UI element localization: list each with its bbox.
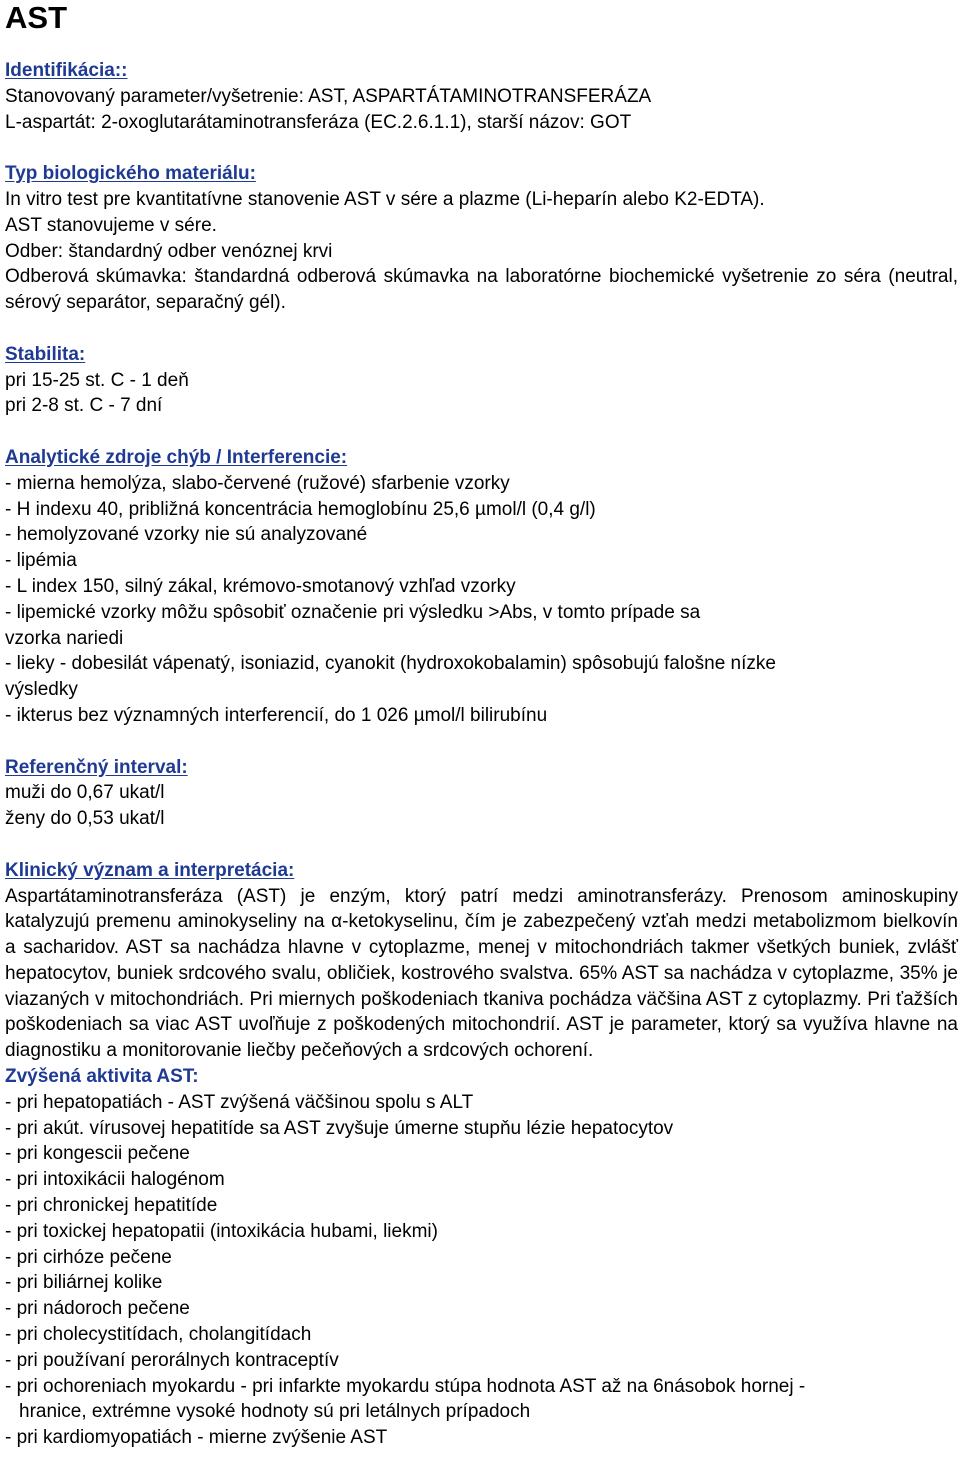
interference-item: - ikterus bez významných interferencií, do 1 026 µmol/l bilirubínu bbox=[5, 704, 548, 726]
spacer bbox=[5, 729, 958, 755]
section-clinical bbox=[5, 858, 958, 1064]
material-heading: Typ biologického materiálu: bbox=[5, 163, 256, 185]
elevated-heading: Zvýšená aktivita AST: bbox=[5, 1066, 199, 1088]
section-elevated bbox=[5, 1064, 958, 1451]
tube-paragraph: Odberová skúmavka: štandardná odberová skúmavka na laboratórne biochemické vyšetrenie zo séra (neutral, sérový separátor, separačný gél). bbox=[5, 266, 958, 314]
elevated-item: - pri toxickej hepatopatii (intoxikácia hubami, liekmi) bbox=[5, 1220, 438, 1242]
section-stability bbox=[5, 342, 958, 419]
interference-item: vzorka nariedi bbox=[5, 627, 124, 649]
reference-line: muži do 0,67 ukat/l bbox=[5, 782, 165, 804]
stability-line: pri 15-25 st. C - 1 deň bbox=[5, 369, 189, 391]
spacer bbox=[5, 135, 958, 161]
stability-heading: Stabilita: bbox=[5, 343, 86, 365]
interference-item: - mierna hemolýza, slabo-červené (ružové) sfarbenie vzorky bbox=[5, 472, 510, 494]
elevated-item: hranice, extrémne vysoké hodnoty sú pri letálnych prípadoch bbox=[19, 1401, 531, 1423]
elevated-item: - pri intoxikácii halogénom bbox=[5, 1169, 225, 1191]
section-reference bbox=[5, 755, 958, 832]
page-title: AST bbox=[5, 0, 67, 35]
stability-line: pri 2-8 st. C - 7 dní bbox=[5, 395, 163, 417]
interference-item: - hemolyzované vzorky nie sú analyzované bbox=[5, 524, 368, 546]
spacer bbox=[5, 316, 958, 342]
elevated-item: - pri nádoroch pečene bbox=[5, 1298, 190, 1320]
identification-line: L-aspartát: 2-oxoglutarátaminotransferáza (EC.2.6.1.1), starší názov: GOT bbox=[5, 111, 632, 133]
material-line: In vitro test pre kvantitatívne stanovenie AST v sére a plazme (Li-heparín alebo K2-EDTA). bbox=[5, 188, 765, 210]
elevated-item: - pri chronickej hepatitíde bbox=[5, 1195, 218, 1217]
material-line: Odber: štandardný odber venóznej krvi bbox=[5, 240, 333, 262]
interference-item: - lipemické vzorky môžu spôsobiť označenie pri výsledku >Abs, v tomto prípade sa bbox=[5, 601, 701, 623]
interference-item: - lieky - dobesilát vápenatý, isoniazid, cyanokit (hydroxokobalamin) spôsobujú falošne nízke bbox=[5, 653, 776, 675]
elevated-item: - pri ochoreniach myokardu - pri infarkte myokardu stúpa hodnota AST až na 6násobok hornej - bbox=[5, 1375, 806, 1397]
identification-heading: Identifikácia:: bbox=[5, 60, 128, 81]
spacer bbox=[5, 832, 958, 858]
elevated-item: - pri hepatopatiách - AST zvýšená väčšinou spolu s ALT bbox=[5, 1091, 474, 1113]
elevated-item: - pri cholecystitídach, cholangitídach bbox=[5, 1324, 312, 1346]
elevated-item: - pri akút. vírusovej hepatitíde sa AST zvyšuje úmerne stupňu lézie hepatocytov bbox=[5, 1117, 674, 1139]
elevated-item: - pri cirhóze pečene bbox=[5, 1246, 172, 1268]
section-identification bbox=[5, 58, 958, 135]
elevated-item: - pri používaní perorálnych kontraceptív bbox=[5, 1349, 339, 1371]
spacer bbox=[5, 419, 958, 445]
interference-item: výsledky bbox=[5, 679, 78, 701]
elevated-item: - pri kardiomyopatiách - mierne zvýšenie AST bbox=[5, 1427, 388, 1449]
section-interference bbox=[5, 445, 958, 729]
interference-heading: Analytické zdroje chýb / Interferencie: bbox=[5, 446, 348, 468]
document-page bbox=[5, 0, 958, 1451]
identification-line: Stanovovaný parameter/vyšetrenie: AST, ASPARTÁTAMINOTRANSFERÁZA bbox=[5, 85, 652, 107]
reference-heading: Referenčný interval: bbox=[5, 756, 188, 778]
reference-line: ženy do 0,53 ukat/l bbox=[5, 808, 165, 830]
interference-item: - L index 150, silný zákal, krémovo-smotanový vzhľad vzorky bbox=[5, 575, 516, 597]
clinical-heading: Klinický význam a interpretácia: bbox=[5, 859, 295, 881]
interference-item: - H indexu 40, približná koncentrácia hemoglobínu 25,6 µmol/l (0,4 g/l) bbox=[5, 498, 596, 520]
elevated-item: - pri kongescii pečene bbox=[5, 1143, 190, 1165]
elevated-item: - pri biliárnej kolike bbox=[5, 1272, 163, 1294]
interference-item: - lipémia bbox=[5, 550, 77, 572]
clinical-paragraph: Aspartátaminotransferáza (AST) je enzým, ktorý patrí medzi aminotransferázy. Prenosom aminoskupiny katalyzujú premenu aminokyseliny na α-ketokyselinu, čím je zabezpečený vzťah medzi metabolizmom bielkovín a sacharidov. AST sa nachádza hlavne v cytoplazme, menej v mitochondriách takmer všetkých buniek, zvlášť hepatocytov, buniek srdcového svalu, obličiek, kostrového svalstva. 65% AST sa nachádza v cytoplazme, 35% je viazaných v mitochondriách. Pri miernych poškodeniach tkaniva pochádza väčšina AST z cytoplazmy. Pri ťažších poškodeniach sa viac AST uvoľňuje z poškodených mitochondrií. AST je parameter, ktorý sa využíva hlavne na diagnostiku a monitorovanie liečby pečeňových a srdcových ochorení. bbox=[5, 885, 958, 1062]
section-material bbox=[5, 161, 958, 316]
material-line: AST stanovujeme v sére. bbox=[5, 214, 217, 236]
